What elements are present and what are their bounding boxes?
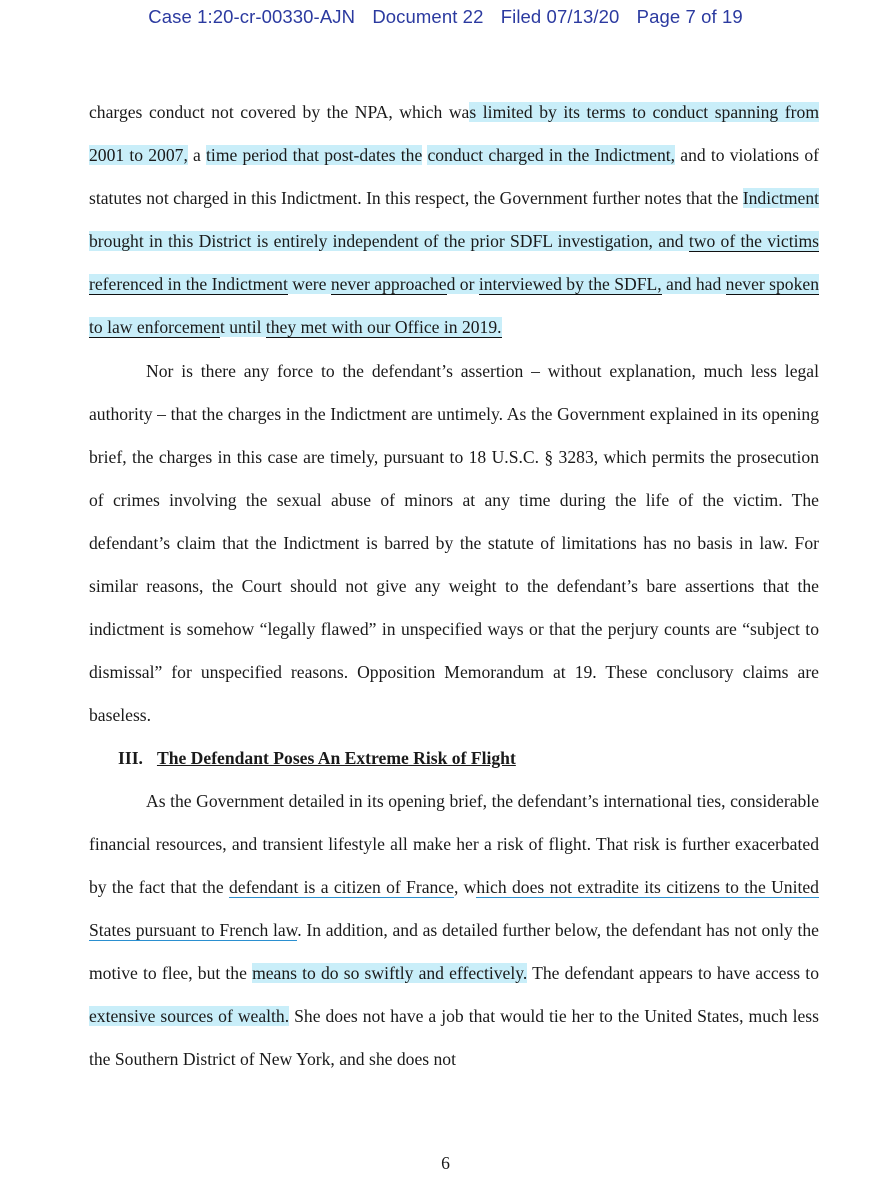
section-number: III. — [118, 748, 143, 768]
case-header — [0, 6, 891, 28]
page-number: 6 — [441, 1153, 450, 1173]
section-heading — [118, 746, 516, 770]
paragraph-1: charges conduct not covered by the NPA, which was limited by its terms to conduct spanning from 2001 to 2007, a time period that post-dates the conduct charged in the Indictment, and to violations of statutes not charged in this Indictment. In this respect, the Government further notes that the Indictment brought in this District is entirely independent of the prior SDFL investigation, and two of the victims referenced in the Indictment were never approached or interviewed by the SDFL, and had never spoken to law enforcement until they met with our Office in 2019. — [89, 102, 819, 337]
highlight: extensive sources of wealth. — [89, 1006, 290, 1026]
highlight: time period that post-dates the — [206, 145, 423, 165]
underline-highlight: never approache — [330, 274, 447, 294]
paragraph-3: As the Government detailed in its opening brief, the defendant’s international ties, considerable financial resources, and transient lifestyle all make her a risk of flight. That risk is further exacerbated by the fact that the defendant is a citizen of France, which does not extradite its citizens to the United States pursuant to French law. In addition, and as detailed further below, the defendant has not only the motive to flee, but the means to do so swiftly and effectively. The defendant appears to have access to extensive sources of wealth. She does not have a job that would tie her to the United States, much less the Southern District of New York, and she does not — [89, 791, 819, 1069]
underline-highlight: they met with our Office in 2019. — [265, 317, 502, 337]
underline-highlight: two of the victims referenced in the Indictment — [89, 231, 819, 294]
section-title: The Defendant Poses An Extreme Risk of Flight — [156, 748, 516, 768]
document-number: Document 22 — [372, 6, 484, 27]
highlight: Indictment brought in this District is entirely independent of the prior SDFL investigation, — [89, 188, 819, 251]
case-number: Case 1:20-cr-00330-AJN — [148, 6, 356, 27]
paragraph-2: Nor is there any force to the defendant’s assertion – without explanation, much less legal authority – that the charges in the Indictment are untimely. As the Government explained in its opening brief, the charges in this case are timely, pursuant to 18 U.S.C. § 3283, which permits the prosecution of crimes involving the sexual abuse of minors at any time during the life of the victim. The defendant’s claim that the Indictment is barred by the statute of limitations has no basis in law. For similar reasons, the Court should not give any weight to the defendant’s bare assertions that the indictment is somehow “legally flawed” in unspecified ways or that the perjury counts are “subject to dismissal” for unspecified reasons. Opposition Memorandum at 19. These conclusory claims are baseless. — [89, 361, 819, 725]
blue-underline: hich does not extradite its citizens to the United States pursuant to French law — [89, 877, 819, 940]
highlight: means to do so swiftly and effectively. — [252, 963, 528, 983]
filed-date: Filed 07/13/20 — [500, 6, 620, 27]
page-count: Page 7 of 19 — [636, 6, 743, 27]
highlight: s limited by its terms to conduct spanning from 2001 to 2007, — [89, 102, 819, 165]
underline-highlight: never spoken to law enforcemen — [89, 274, 819, 337]
blue-underline: defendant is a citizen of France — [228, 877, 454, 897]
underline-highlight: interviewed by the SDFL, — [478, 274, 662, 294]
highlight: conduct charged in the Indictment, — [427, 145, 676, 165]
